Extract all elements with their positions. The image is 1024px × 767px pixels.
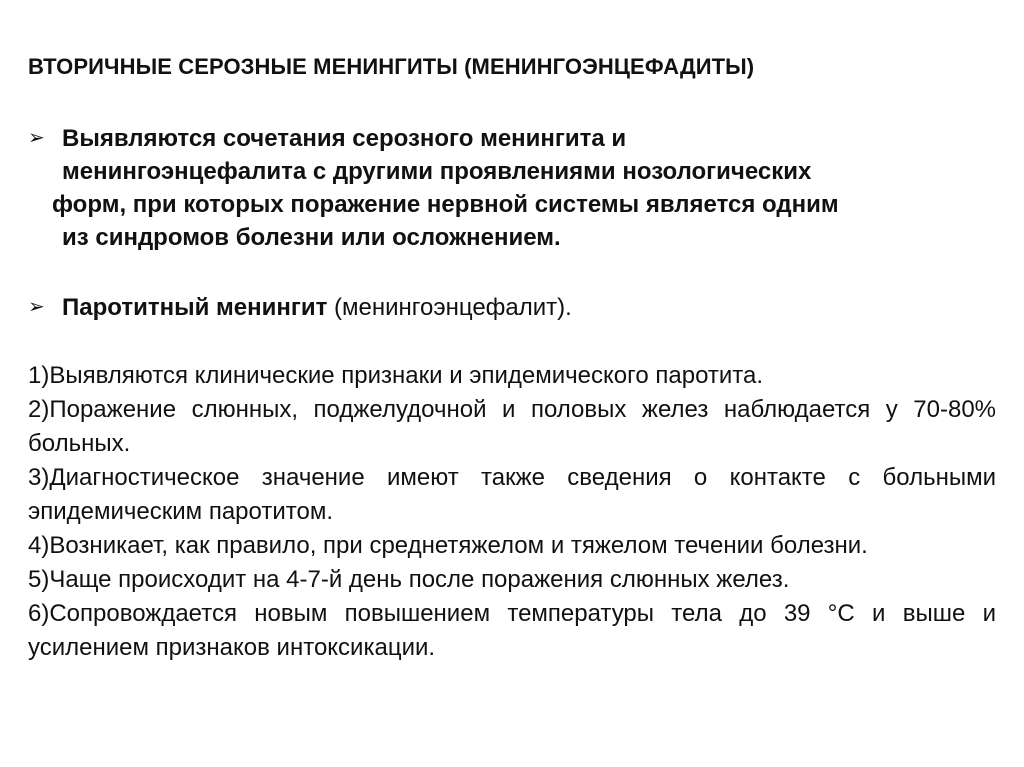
list-item — [28, 597, 996, 665]
list-item-text: Диагностическое значение имеют также сведения о контакте с больными эпидемическим паротитом. — [28, 464, 996, 525]
list-item — [28, 393, 996, 461]
list-item — [28, 461, 996, 529]
bullet-content — [28, 294, 572, 321]
list-item-text: Сопровождается новым повышением температуры тела до 39 °С и выше и усилением признаков интоксикации. — [28, 600, 996, 661]
list-item-number: 5) — [28, 566, 50, 593]
slide-title: ВТОРИЧНЫЕ СЕРОЗНЫЕ МЕНИНГИТЫ (МЕНИНГОЭНЦЕФАДИТЫ) — [28, 54, 755, 79]
list-item-number: 2) — [28, 396, 50, 423]
list-item-number: 4) — [28, 532, 50, 559]
arrow-bullet-icon: ➢ — [28, 296, 45, 318]
bullet-combinations — [28, 122, 1000, 254]
bullet-text-line-3: форм, при которых поражение нервной системы является одним — [52, 191, 839, 218]
list-item-number: 1) — [28, 362, 50, 389]
arrow-bullet-icon: ➢ — [28, 127, 45, 149]
list-item-number: 3) — [28, 464, 50, 491]
list-item-text: Чаще происходит на 4-7-й день после поражения слюнных желез. — [49, 566, 790, 593]
bullet-bold-term: Паротитный менингит — [62, 294, 328, 321]
list-item-text: Выявляются клинические признаки и эпидемического паротита. — [49, 362, 764, 389]
list-item — [28, 529, 996, 563]
list-item-text: Возникает, как правило, при среднетяжелом и тяжелом течении болезни. — [49, 532, 868, 559]
list-item — [28, 359, 996, 393]
bullet-text-line-4: из синдромов болезни или осложнением. — [62, 224, 561, 251]
bullet-mumps-meningitis — [28, 291, 572, 324]
numbered-list — [28, 359, 996, 665]
bullet-text-line-1: Выявляются сочетания серозного менингита и — [62, 125, 627, 152]
list-item — [28, 563, 996, 597]
bullet-text-line-2: менингоэнцефалита с другими проявлениями нозологических — [62, 158, 812, 185]
bullet-normal-text: (менингоэнцефалит). — [327, 294, 572, 321]
list-item-text: Поражение слюнных, поджелудочной и половых желез наблюдается у 70-80% больных. — [28, 396, 996, 457]
list-item-number: 6) — [28, 600, 50, 627]
